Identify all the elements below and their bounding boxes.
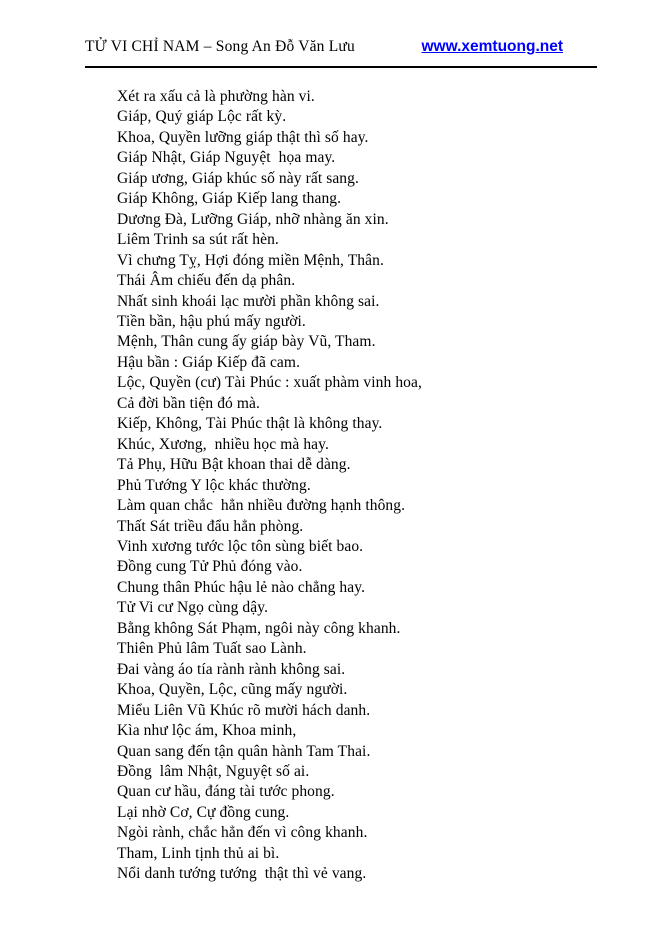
poem-line: Chung thân Phúc hậu lẻ nào chẳng hay. <box>117 578 366 596</box>
poem-line: Xét ra xấu cả là phường hàn vi. <box>117 88 315 105</box>
poem-line: Hậu bần : Giáp Kiếp đã cam. <box>117 353 301 371</box>
poem-line: Thái Âm chiếu đến dạ phân. <box>117 272 296 290</box>
poem-line: Nổi danh tướng tướng thật thì vẻ vang. <box>117 865 367 883</box>
poem-line: Giáp ương, Giáp khúc số này rất sang. <box>117 169 359 187</box>
poem-line: Khoa, Quyền, Lộc, cũng mấy người. <box>117 681 348 699</box>
poem-line: Đai vàng áo tía rành rành không sai. <box>117 660 346 678</box>
poem-line: Quan cư hầu, đáng tài tước phong. <box>117 783 335 801</box>
poem-line: Lại nhờ Cơ, Cự đồng cung. <box>117 803 290 821</box>
poem-line: Giáp Nhật, Giáp Nguyệt họa may. <box>117 149 336 167</box>
document-title: TỬ VI CHỈ NAM – Song An Đỗ Văn Lưu <box>85 38 355 55</box>
poem-line: Lộc, Quyền (cư) Tài Phúc : xuất phàm vinh hoa, <box>117 374 422 392</box>
poem-line: Đồng cung Tử Phủ đóng vào. <box>117 558 303 576</box>
poem-line: Kìa như lộc ám, Khoa minh, <box>117 722 297 740</box>
poem-line: Phủ Tướng Y lộc khác thường. <box>117 476 311 494</box>
poem-line: Liêm Trinh sa sút rất hèn. <box>117 231 279 249</box>
poem-line: Bằng không Sát Phạm, ngôi này công khanh. <box>117 619 401 637</box>
poem-line: Tham, Linh tịnh thủ ai bì. <box>117 844 280 862</box>
poem-line: Vinh xương tước lộc tôn sùng biết bao. <box>117 537 364 555</box>
poem-line: Miểu Liên Vũ Khúc rõ mười hách danh. <box>117 701 371 719</box>
poem-line: Tả Phụ, Hữu Bật khoan thai dễ dàng. <box>117 456 351 474</box>
poem-line: Mệnh, Thân cung ấy giáp bày Vũ, Tham. <box>117 333 376 351</box>
poem-line: Khoa, Quyền lưỡng giáp thật thì số hay. <box>117 128 369 146</box>
poem-line: Khúc, Xương, nhiều học mà hay. <box>117 435 329 453</box>
poem-line: Cả đời bần tiện đó mà. <box>117 394 260 412</box>
poem-line: Kiếp, Không, Tài Phúc thật là không thay. <box>117 415 383 433</box>
poem-line: Dương Đà, Lưỡng Giáp, nhỡ nhàng ăn xin. <box>117 210 389 228</box>
header-divider <box>85 66 597 68</box>
website-link[interactable]: www.xemtuong.net <box>421 38 563 55</box>
poem-text <box>117 87 587 885</box>
poem-line: Tử Vi cư Ngọ cùng dậy. <box>117 599 269 617</box>
poem-line: Quan sang đến tận quân hành Tam Thai. <box>117 742 371 760</box>
poem-line: Nhất sinh khoái lạc mười phần không sai. <box>117 292 380 310</box>
poem-line: Tiền bần, hậu phú mấy người. <box>117 312 306 330</box>
poem-line: Đồng lâm Nhật, Nguyệt số ai. <box>117 762 310 780</box>
poem-line: Ngòi rành, chắc hẳn đến vì công khanh. <box>117 824 368 842</box>
poem-line: Giáp Không, Giáp Kiếp lang thang. <box>117 190 342 208</box>
poem-line: Thất Sát triều đẩu hẳn phòng. <box>117 517 304 535</box>
poem-line: Thiên Phủ lâm Tuất sao Lành. <box>117 640 307 658</box>
poem-line: Làm quan chắc hẳn nhiều đường hạnh thông. <box>117 497 406 515</box>
poem-line: Giáp, Quý giáp Lộc rất kỳ. <box>117 108 287 126</box>
poem-line: Vì chưng Tỵ, Hợi đóng miền Mệnh, Thân. <box>117 251 384 269</box>
